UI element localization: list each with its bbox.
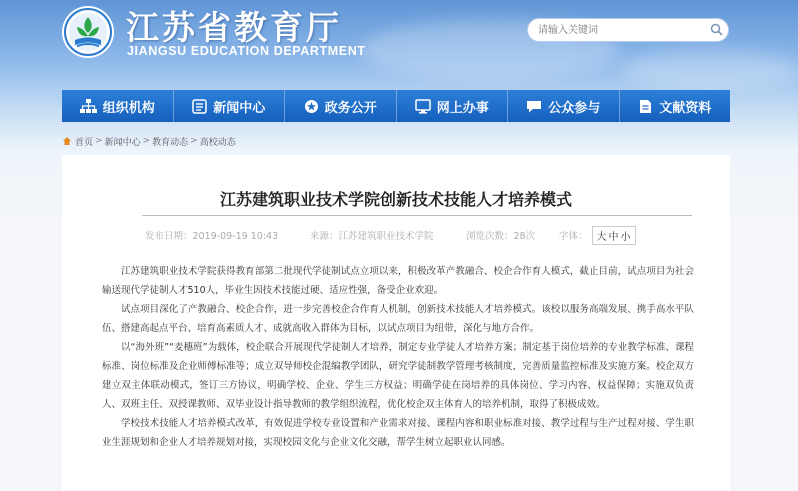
breadcrumb-home[interactable]: 首页	[75, 137, 94, 148]
gov-affairs-icon	[304, 99, 319, 114]
article-panel	[62, 155, 730, 491]
view-count: 浏览次数：28次	[466, 231, 536, 242]
nav-item-organization[interactable]	[62, 90, 174, 122]
search-button[interactable]	[705, 20, 727, 40]
nav-item-gov-affairs[interactable]	[285, 90, 397, 122]
article-body	[102, 262, 694, 452]
article-paragraph: 江苏建筑职业技术学院获得教育部第二批现代学徒制试点立项以来，积极改革产教融合、校企合作育人模式，截止目前，试点项目为社会输送现代学徒制人才510人，毕业生因技术技能过硬、适应性强，备受企业欢迎。	[102, 266, 694, 296]
font-size-medium[interactable]: 中	[608, 231, 619, 243]
article-meta	[145, 226, 705, 244]
search-input[interactable]	[538, 22, 678, 38]
header-cloud	[620, 50, 798, 90]
main-nav	[62, 90, 730, 122]
breadcrumb-separator: >	[190, 136, 198, 146]
nav-item-label: 新闻中心	[213, 100, 266, 116]
breadcrumb-separator: >	[142, 136, 151, 146]
public-participation-icon	[526, 99, 542, 114]
breadcrumb-education-news[interactable]: 教育动态	[152, 137, 189, 148]
article-paragraph: 试点项目深化了产教融合、校企合作，进一步完善校企合作育人机制，创新技术技能人才培养模式。该校以服务高端发展、携手高水平队伍、搭建高起点平台、培育高素质人才、成就高收入群体为目标，以试点项目为纽带，深化与地方合作。	[102, 304, 694, 334]
font-size-large[interactable]: 大	[596, 231, 607, 243]
article-paragraph: 学校技术技能人才培养模式改革，有效促进学校专业设置和产业需求对接、课程内容和职业标准对接、教学过程与生产过程对接、学生职业生涯规划和企业人才培养规划对接，实现校园文化与企业文化交融，帮学生树立起职业认同感。	[102, 418, 694, 448]
documents-icon	[638, 99, 653, 114]
site-title: 江苏省教育厅	[126, 8, 342, 47]
nav-item-label: 网上办事	[436, 100, 489, 116]
title-divider	[142, 215, 692, 216]
education-emblem-icon[interactable]	[61, 5, 115, 59]
nav-item-label: 政务公开	[324, 100, 377, 116]
org-structure-icon	[80, 99, 97, 114]
article-title: 江苏建筑职业技术学院创新技术技能人才培养模式	[219, 190, 572, 209]
home-icon	[62, 136, 72, 146]
article-paragraph: 以“海外班”“麦穗班”为载体，校企联合开展现代学徒制人才培养，制定专业学徒人才培养方案；制定基于岗位培养的专业教学标准、课程标准、岗位标准及企业师傅标准等；成立双导师校企混编教学团队，研究学徒制教学管理考核制度，完善质量监控标准及实施方案。校企双方建立双主体联动模式，签订三方协议，明确学校、企业、学生三方权益；明确学徒在岗培养的具体岗位、学习内容、权益保障；实施双负责人、双班主任、双授课教师、双毕业设计指导教师的教学组织流程，优化校企双主体育人的培养机制，取得了积极成效。	[102, 342, 694, 410]
nav-item-label: 文献资料	[659, 100, 712, 116]
news-icon	[192, 99, 207, 114]
font-size-switcher	[592, 226, 636, 245]
nav-item-label: 组织机构	[102, 100, 155, 116]
nav-item-label: 公众参与	[548, 100, 601, 116]
search-icon	[710, 21, 723, 40]
nav-item-documents[interactable]	[620, 90, 731, 122]
breadcrumb-university-news[interactable]: 高校动态	[199, 137, 236, 148]
breadcrumb	[62, 133, 236, 149]
online-service-icon	[415, 99, 431, 114]
breadcrumb-news-center[interactable]: 新闻中心	[104, 137, 141, 148]
nav-item-public-participation[interactable]	[508, 90, 620, 122]
site-header	[0, 0, 798, 90]
nav-item-online-service[interactable]	[397, 90, 509, 122]
font-size-small[interactable]: 小	[620, 231, 631, 243]
search-box	[527, 18, 729, 42]
nav-item-news[interactable]	[174, 90, 286, 122]
font-size-label: 字体：	[559, 231, 588, 242]
breadcrumb-separator: >	[95, 136, 103, 146]
article-source: 来源：江苏建筑职业技术学院	[310, 231, 434, 242]
site-subtitle: JIANGSU EDUCATION DEPARTMENT	[127, 44, 366, 58]
publish-date: 发布日期：2019-09-19 10:43	[145, 231, 279, 242]
